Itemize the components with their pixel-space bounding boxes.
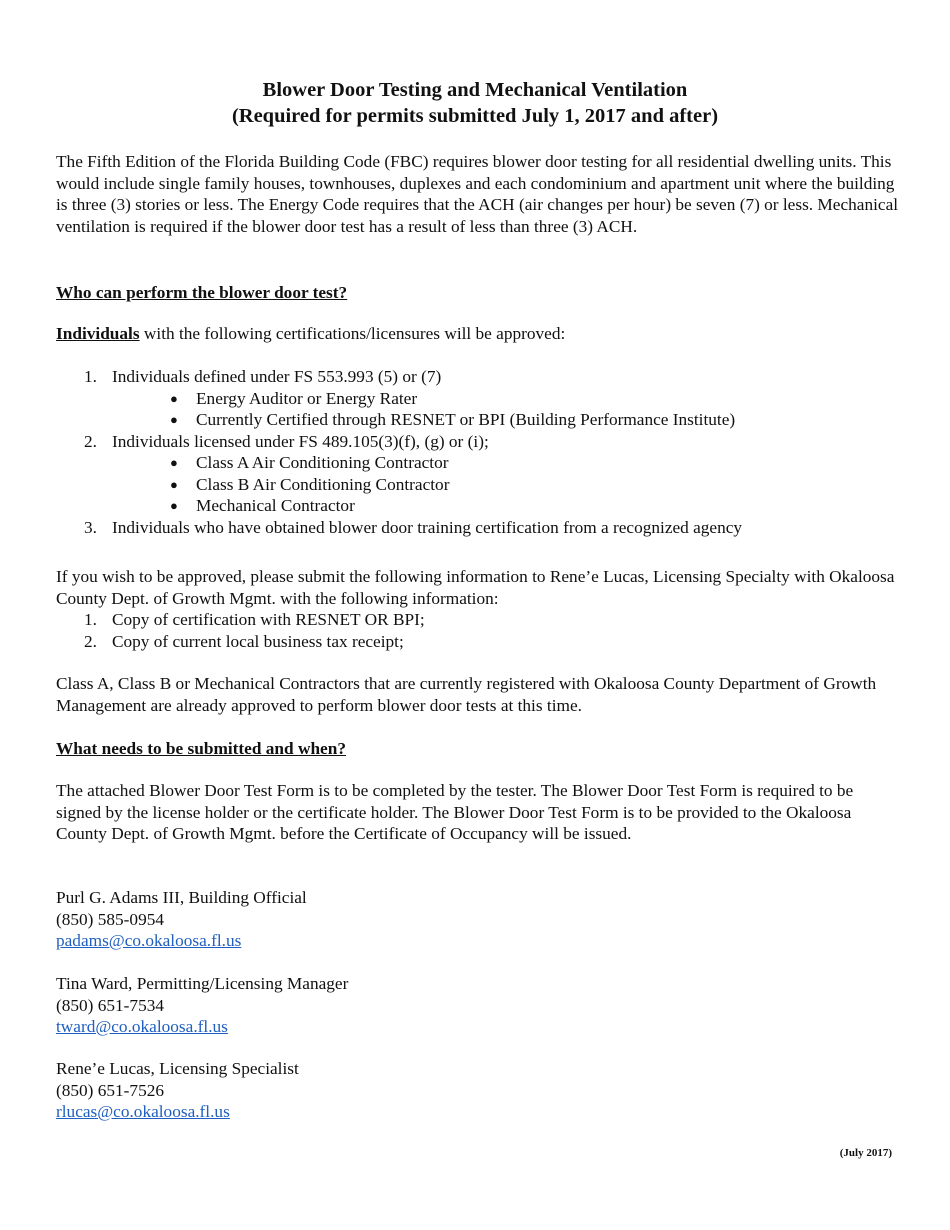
contact-email-link[interactable]: rlucas@co.okaloosa.fl.us [56,1102,230,1121]
contact-block [56,973,901,1038]
approval-list [56,609,901,652]
title-line-1: Blower Door Testing and Mechanical Ventilation [262,79,688,101]
submission-paragraph: The attached Blower Door Test Form is to be completed by the tester. The Blower Door Test Form is required to be signed by the license holder or the certificate holder. The Blower Door Test Form is to be provided to the Okaloosa County Dept. of Growth Mgmt. before the Certificate of Occupancy will be issued. [56,781,854,843]
contact-name: Purl G. Adams III, Building Official [56,888,307,907]
approval-intro: If you wish to be approved, please submit the following information to Rene’e Lucas, Licensing Specialty with Okaloosa County Dept. of Growth Mgmt. with the following information: [56,567,895,608]
contact-phone: (850) 585-0954 [56,909,164,929]
section-heading-who: Who can perform the blower door test? [56,283,348,302]
qualification-list [56,366,901,538]
contact-block [56,1058,901,1123]
revision-date: (July 2017) [839,1147,892,1159]
list-item: 2. Individuals licensed under FS 489.105(3)(f), (g) or (i); ● Class A Air Conditioning Contractor ● Class B Air Conditioning Contractor ● Mechanical Contractor [56,431,901,517]
contact-phone: (850) 651-7526 [56,1080,164,1100]
contact-phone: (850) 651-7534 [56,995,164,1015]
list-item: 3. Individuals who have obtained blower door training certification from a recognized agency [84,517,743,537]
contact-email-link[interactable]: tward@co.okaloosa.fl.us [56,1017,228,1036]
section-heading-what: What needs to be submitted and when? [56,739,346,758]
list-item: 1. Individuals defined under FS 553.993 (5) or (7) ● Energy Auditor or Energy Rater ● Currently Certified through RESNET or BPI (Building Performance Institute) [56,366,901,431]
individuals-rest: with the following certifications/licensures will be approved: [139,324,566,343]
individuals-line [56,323,901,345]
list-item: ● Class B Air Conditioning Contractor [170,474,450,494]
contact-block [56,887,901,952]
intro-paragraph: The Fifth Edition of the Florida Building Code (FBC) requires blower door testing for all residential dwelling units. This would include single family houses, townhouses, duplexes and each condominium and apartment unit where the building is three (3) stories or less. The Energy Code requires that the ACH (air changes per hour) be seven (7) or less. Mechanical ventilation is required if the blower door test has a result of less than three (3) ACH. [56,152,899,236]
list-item: 1. Copy of certification with RESNET OR BPI; [84,610,425,629]
list-item: ● Currently Certified through RESNET or BPI (Building Performance Institute) [170,410,736,429]
contact-name: Tina Ward, Permitting/Licensing Manager [56,974,349,993]
contractors-note: Class A, Class B or Mechanical Contractors that are currently registered with Okaloosa County Department of Growth Management are already approved to perform blower door tests at this time. [56,674,877,715]
contact-email-link[interactable]: padams@co.okaloosa.fl.us [56,931,242,950]
list-item: 2. Copy of current local business tax receipt; [84,631,404,651]
title-line-2: (Required for permits submitted July 1, 2017 and after) [231,105,719,127]
contact-name: Rene’e Lucas, Licensing Specialist [56,1059,299,1078]
individuals-label: Individuals [56,324,140,343]
list-item: ● Mechanical Contractor [170,496,355,515]
page-title [0,77,950,129]
list-item: ● Energy Auditor or Energy Rater [170,388,418,408]
list-item: ● Class A Air Conditioning Contractor [170,453,449,472]
